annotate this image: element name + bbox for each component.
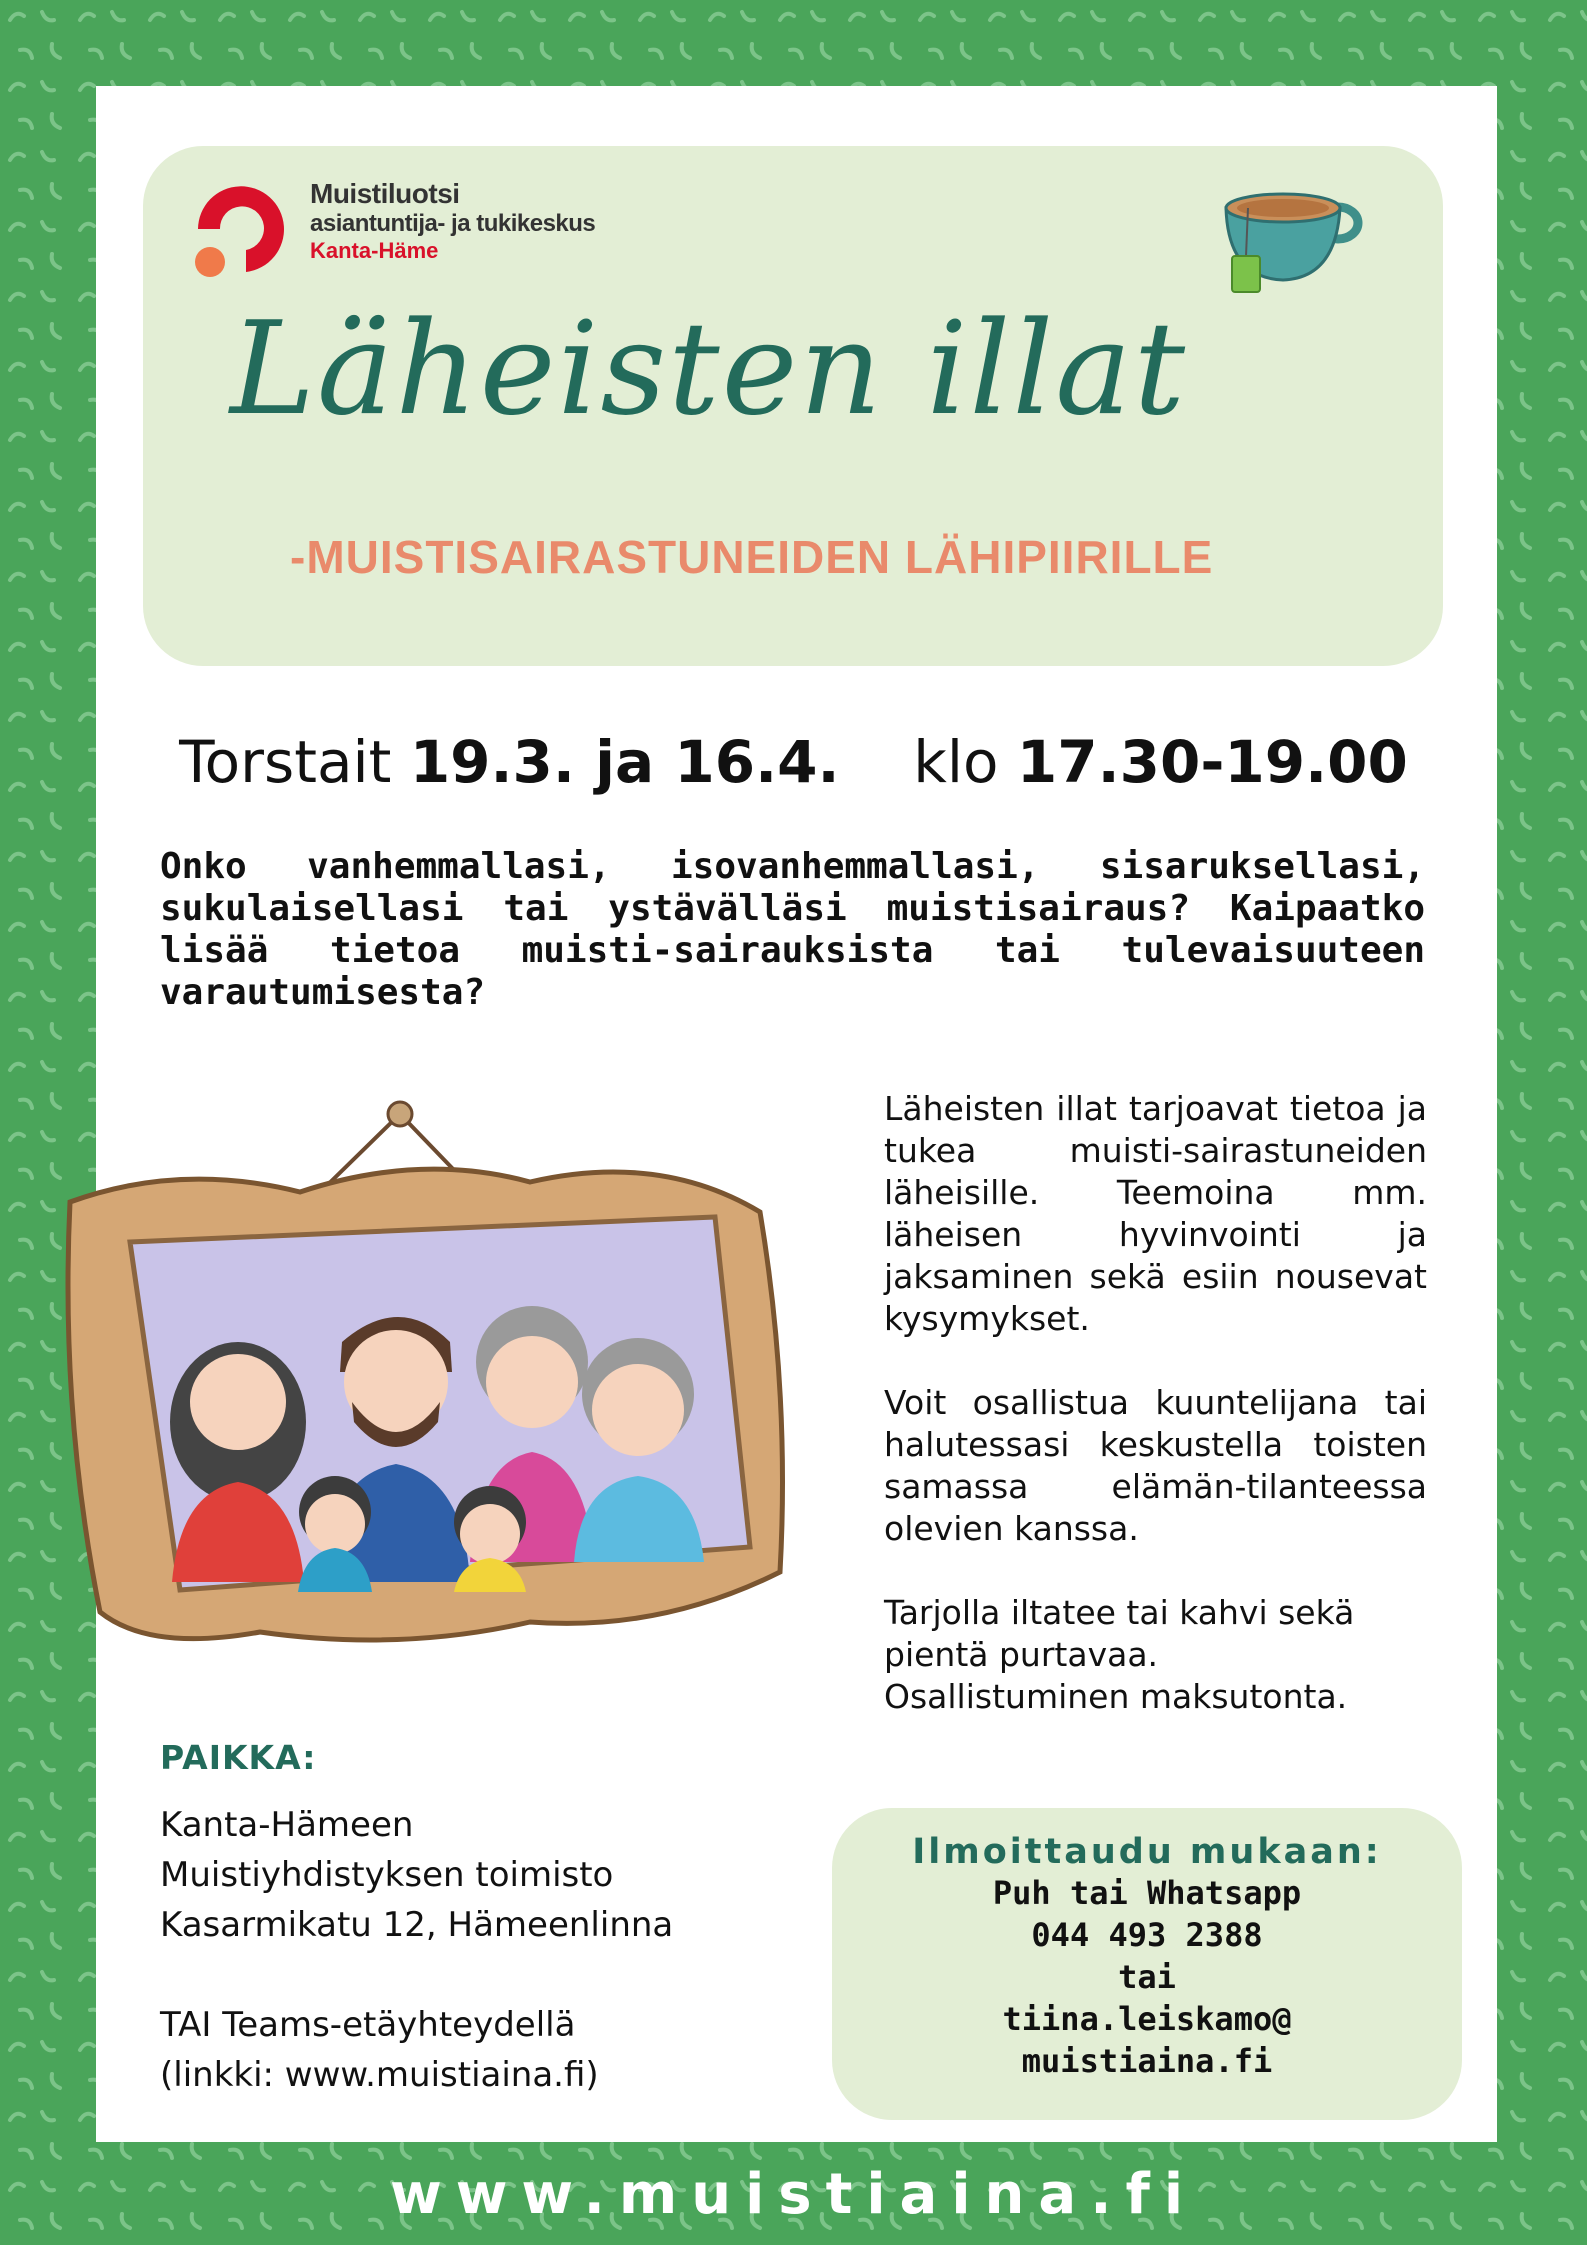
schedule-label: Torstait bbox=[179, 728, 392, 796]
logo-tagline: asiantuntija- ja tukikeskus bbox=[310, 210, 596, 238]
logo-text bbox=[310, 178, 595, 263]
signup-heading: Ilmoittaudu mukaan: bbox=[912, 1832, 1382, 1872]
schedule-time: 17.30-19.00 bbox=[1016, 728, 1408, 796]
description-paragraph bbox=[884, 1592, 1427, 1718]
description-paragraph: Läheisten illat tarjoavat tietoa ja tukea muisti-sairastuneiden läheisille. Teemoina mm. läheisen hyvinvointi ja jaksaminen sekä esiin nousevat kysymykset. bbox=[884, 1089, 1427, 1338]
teacup-icon bbox=[1218, 178, 1368, 308]
place-line: Muistiyhdistyksen toimisto bbox=[160, 1855, 614, 1895]
description-column bbox=[884, 1088, 1427, 1760]
place-details bbox=[160, 1800, 673, 2100]
event-schedule bbox=[0, 728, 1587, 796]
schedule-time-label: klo bbox=[913, 728, 999, 796]
page-title: Läheisten illat bbox=[230, 295, 1187, 444]
place-online-option: TAI Teams-etäyhteydellä bbox=[160, 2005, 576, 2045]
footer-website-link[interactable]: www.muistiaina.fi bbox=[389, 2162, 1198, 2227]
signup-panel bbox=[832, 1808, 1462, 2120]
signup-phone[interactable]: 044 493 2388 bbox=[1031, 1916, 1263, 1954]
signup-method: Puh tai Whatsapp bbox=[992, 1874, 1302, 1912]
signup-email-part: muistiaina.fi bbox=[1021, 2042, 1273, 2080]
place-link-text: (linkki: www.muistiaina.fi) bbox=[160, 2055, 599, 2095]
description-paragraph: Voit osallistua kuuntelijana tai halutessasi keskustella toisten samassa elämän-tilanteessa olevien kanssa. bbox=[884, 1383, 1427, 1548]
signup-or: tai bbox=[1118, 1958, 1176, 1996]
place-address: Kasarmikatu 12, Hämeenlinna bbox=[160, 1905, 674, 1945]
free-of-charge-text: Osallistuminen maksutonta. bbox=[884, 1677, 1348, 1716]
place-heading: PAIKKA: bbox=[160, 1738, 317, 1777]
schedule-dates: 19.3. ja 16.4. bbox=[409, 728, 840, 796]
logo-name: Muistiluotsi bbox=[310, 178, 460, 209]
subtitle: -MUISTISAIRASTUNEIDEN LÄHIPIIRILLE bbox=[290, 531, 1214, 583]
logo-region: Kanta-Häme bbox=[310, 237, 439, 263]
logo-mark bbox=[186, 174, 296, 284]
place-line: Kanta-Hämeen bbox=[160, 1805, 414, 1845]
family-portrait-illustration bbox=[60, 1092, 800, 1662]
signup-email-part: tiina.leiskamo@ bbox=[1002, 2000, 1292, 2038]
refreshments-text: Tarjolla iltatee tai kahvi sekä pientä purtavaa. bbox=[884, 1593, 1355, 1674]
intro-question: Onko vanhemmallasi, isovanhemmallasi, sisaruksellasi, sukulaisellasi tai ystävälläsi muistisairaus? Kaipaatko lisää tietoa muisti-sairauksista tai tulevaisuuteen varautumisesta? bbox=[160, 846, 1425, 1013]
signup-email[interactable] bbox=[832, 1998, 1462, 2082]
